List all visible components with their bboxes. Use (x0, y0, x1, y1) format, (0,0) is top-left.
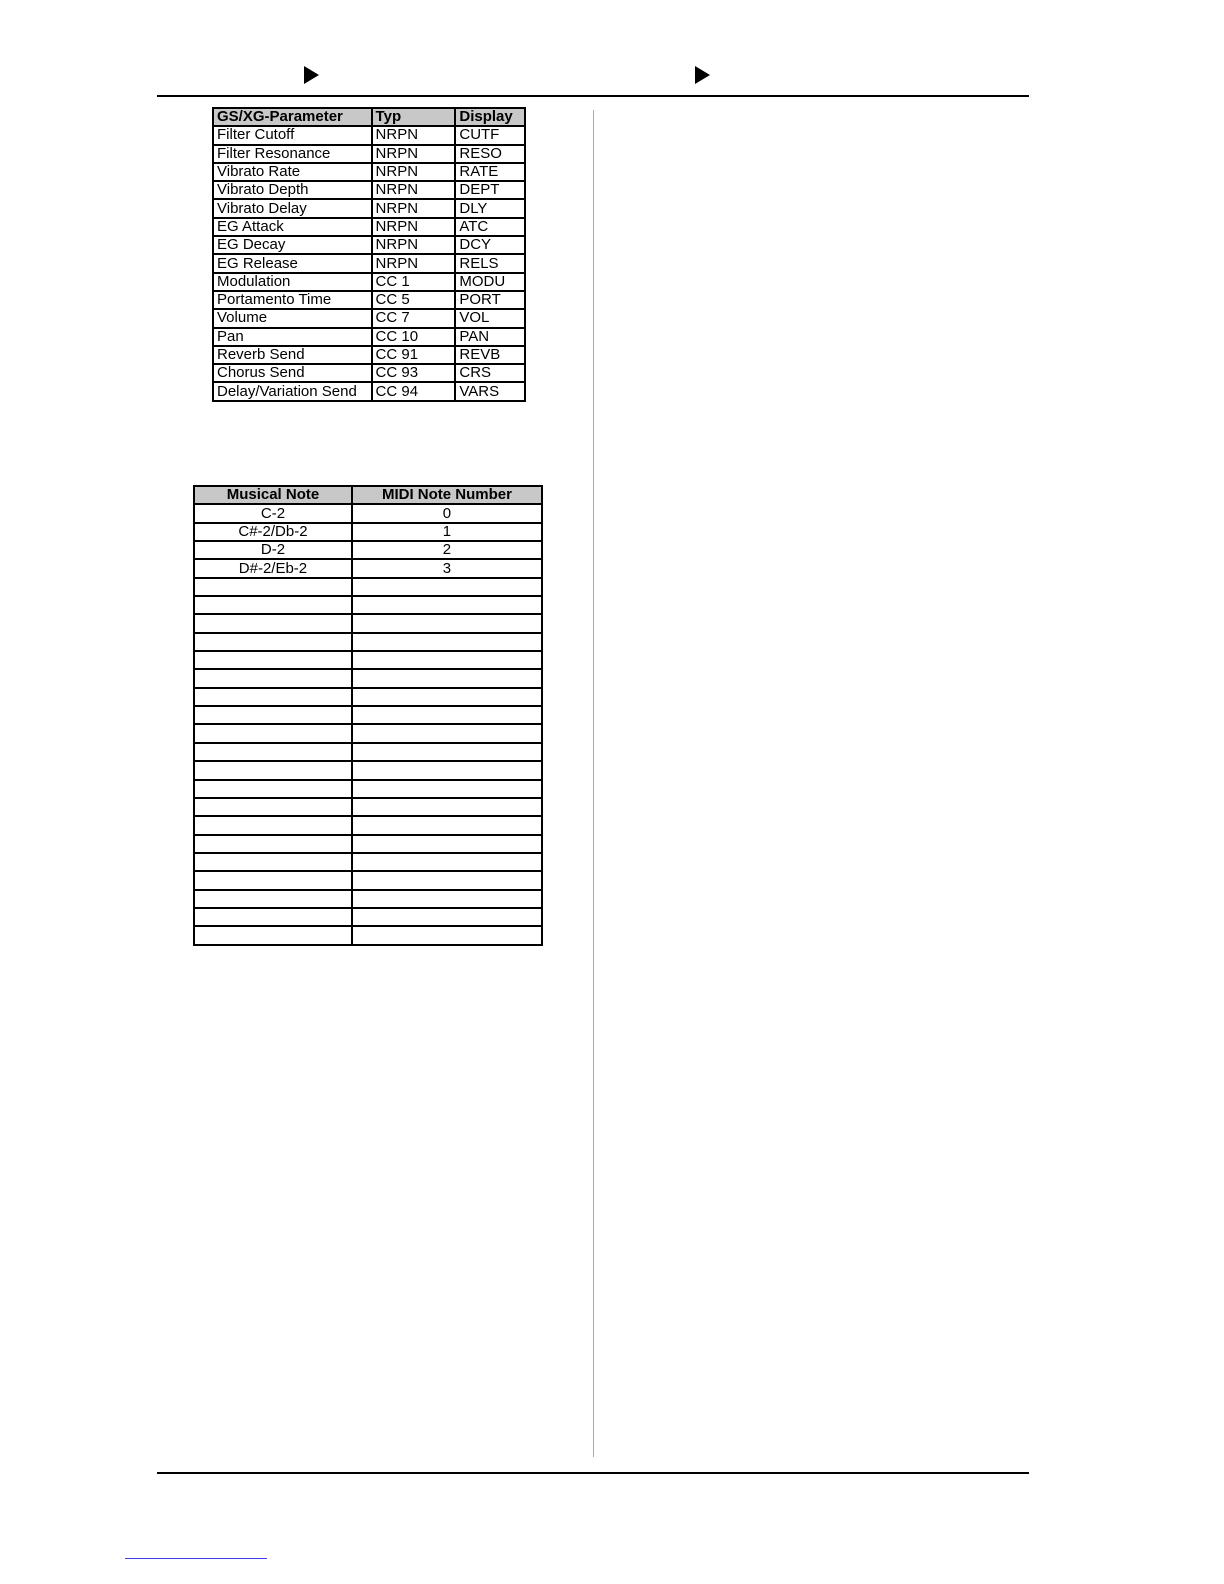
table-cell (352, 835, 542, 853)
header-cell: Musical Note (194, 486, 352, 504)
table-cell (352, 871, 542, 889)
table-cell: RATE (455, 163, 525, 181)
table-row (213, 145, 525, 163)
table-cell: CUTF (455, 126, 525, 144)
table-row (213, 163, 525, 181)
table-cell (194, 908, 352, 926)
table-cell (352, 908, 542, 926)
table-row (194, 926, 542, 944)
table-cell: C-2 (194, 504, 352, 522)
play-arrow-icon (304, 66, 319, 84)
table-cell: C#-2/Db-2 (194, 523, 352, 541)
table-row (194, 871, 542, 889)
midi-note-table (193, 485, 543, 946)
table-cell: PORT (455, 291, 525, 309)
table-cell (194, 596, 352, 614)
table-cell (194, 835, 352, 853)
table-cell (352, 853, 542, 871)
table-cell (352, 688, 542, 706)
table-cell: RESO (455, 145, 525, 163)
table-cell: 2 (352, 541, 542, 559)
table-cell (194, 871, 352, 889)
table-row (194, 614, 542, 632)
table-cell (194, 890, 352, 908)
table-row (194, 669, 542, 687)
table-row (194, 559, 542, 577)
table-cell: CC 7 (372, 309, 456, 327)
table-row (213, 236, 525, 254)
header-cell: GS/XG-Parameter (213, 108, 372, 126)
table-row (194, 651, 542, 669)
table-cell: D#-2/Eb-2 (194, 559, 352, 577)
table-row (194, 633, 542, 651)
table-cell: Vibrato Delay (213, 199, 372, 217)
table-row (213, 254, 525, 272)
table-cell: CC 5 (372, 291, 456, 309)
table-cell: Delay/Variation Send (213, 382, 372, 400)
table-cell: Portamento Time (213, 291, 372, 309)
header-cell: MIDI Note Number (352, 486, 542, 504)
table-cell (194, 816, 352, 834)
table-row (213, 291, 525, 309)
table-cell (352, 614, 542, 632)
table-cell (352, 743, 542, 761)
table-cell: NRPN (372, 181, 456, 199)
table-cell: DEPT (455, 181, 525, 199)
table-cell (194, 724, 352, 742)
table-row (213, 126, 525, 144)
table-cell: ATC (455, 218, 525, 236)
table-row (194, 541, 542, 559)
table-header-row (213, 108, 525, 126)
table-cell (352, 890, 542, 908)
table-row (194, 816, 542, 834)
table-cell: REVB (455, 346, 525, 364)
table-cell: Filter Resonance (213, 145, 372, 163)
table-cell: EG Release (213, 254, 372, 272)
table-cell: Volume (213, 309, 372, 327)
column-divider (593, 110, 594, 1457)
table-cell (194, 688, 352, 706)
table-cell (352, 724, 542, 742)
table-cell (352, 651, 542, 669)
table-cell: NRPN (372, 163, 456, 181)
table-cell (352, 798, 542, 816)
table-cell: NRPN (372, 218, 456, 236)
table-cell: D-2 (194, 541, 352, 559)
table-cell: 1 (352, 523, 542, 541)
table-cell: DCY (455, 236, 525, 254)
table-cell: PAN (455, 328, 525, 346)
table-cell: Vibrato Depth (213, 181, 372, 199)
table-row (213, 218, 525, 236)
table-row (194, 908, 542, 926)
table-cell: Modulation (213, 273, 372, 291)
table-row (194, 523, 542, 541)
gs-xg-parameter-table (212, 107, 526, 402)
table-cell (352, 578, 542, 596)
table-row (194, 798, 542, 816)
table-cell: CC 91 (372, 346, 456, 364)
table-cell: 0 (352, 504, 542, 522)
table-row (194, 743, 542, 761)
table-cell (194, 761, 352, 779)
table-cell (352, 596, 542, 614)
table-cell: DLY (455, 199, 525, 217)
table-cell (194, 651, 352, 669)
footer-link-underline[interactable] (125, 1558, 267, 1559)
table-cell (194, 633, 352, 651)
table-cell (352, 706, 542, 724)
table-cell (352, 926, 542, 944)
table-cell: NRPN (372, 254, 456, 272)
table-cell (352, 761, 542, 779)
table-row (213, 364, 525, 382)
table-row (194, 688, 542, 706)
table-cell: Filter Cutoff (213, 126, 372, 144)
table-row (213, 346, 525, 364)
table-row (213, 382, 525, 400)
table-cell (194, 706, 352, 724)
table-row (213, 273, 525, 291)
table-cell: Chorus Send (213, 364, 372, 382)
header-cell: Typ (372, 108, 456, 126)
table-row (213, 181, 525, 199)
table-row (194, 504, 542, 522)
table-row (194, 853, 542, 871)
table-row (194, 596, 542, 614)
table-cell (194, 853, 352, 871)
table-row (213, 309, 525, 327)
table-cell (194, 743, 352, 761)
table-cell: RELS (455, 254, 525, 272)
table-cell: MODU (455, 273, 525, 291)
table-cell: Vibrato Rate (213, 163, 372, 181)
table-cell: EG Decay (213, 236, 372, 254)
table-cell (352, 633, 542, 651)
table-cell: 3 (352, 559, 542, 577)
table-row (213, 199, 525, 217)
table-cell: CC 1 (372, 273, 456, 291)
table-cell (194, 798, 352, 816)
table-cell (352, 780, 542, 798)
table-row (213, 328, 525, 346)
header-rule (157, 95, 1029, 97)
table-cell (352, 669, 542, 687)
table-cell: Reverb Send (213, 346, 372, 364)
table-cell: CC 10 (372, 328, 456, 346)
table-header-row (194, 486, 542, 504)
table-row (194, 724, 542, 742)
table-cell: Pan (213, 328, 372, 346)
table-row (194, 890, 542, 908)
table-cell: VOL (455, 309, 525, 327)
play-arrow-icon (695, 66, 710, 84)
table-cell: NRPN (372, 236, 456, 254)
table-cell: CC 93 (372, 364, 456, 382)
table-cell: EG Attack (213, 218, 372, 236)
table-cell: CC 94 (372, 382, 456, 400)
header-cell: Display (455, 108, 525, 126)
table-cell (194, 578, 352, 596)
table-cell: CRS (455, 364, 525, 382)
table-row (194, 761, 542, 779)
table-row (194, 706, 542, 724)
table-cell (194, 669, 352, 687)
table-cell (352, 816, 542, 834)
table-cell (194, 926, 352, 944)
table-cell: NRPN (372, 145, 456, 163)
footer-rule (157, 1472, 1029, 1474)
table-row (194, 835, 542, 853)
table-row (194, 578, 542, 596)
table-cell (194, 780, 352, 798)
table-row (194, 780, 542, 798)
table-cell: VARS (455, 382, 525, 400)
table-cell (194, 614, 352, 632)
table-cell: NRPN (372, 199, 456, 217)
table-cell: NRPN (372, 126, 456, 144)
